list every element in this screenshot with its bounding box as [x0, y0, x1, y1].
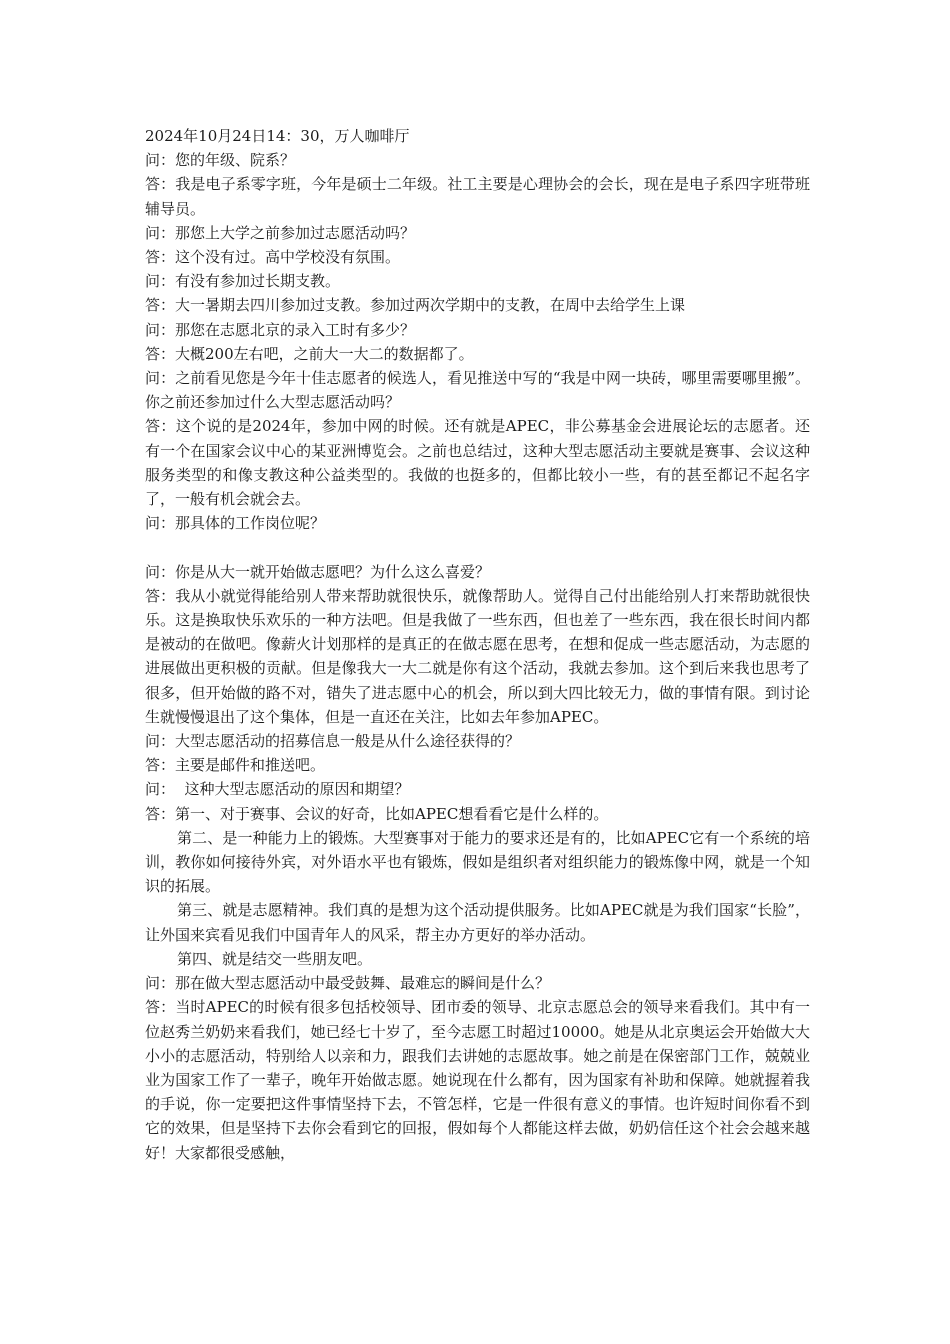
question-recruit-channel: 问：大型志愿活动的招募信息一般是从什么途径获得的？	[145, 732, 521, 751]
blank-line	[145, 535, 810, 559]
answer-before-college: 答：这个没有过。高中学校没有氛围。	[145, 248, 401, 267]
question-hours: 问：那您在志愿北京的录入工时有多少？	[145, 320, 416, 339]
answer-reason-3: 第三、就是志愿精神。我们真的是想为这个活动提供服务。比如APEC就是为我们国家“长脸”，让外国来宾看见我们中国青年人的风采，帮主办方更好的举办活动。	[145, 901, 810, 944]
answer-grade: 答：我是电子系零字班，今年是硕士二年级。社工主要是心理协会的会长，现在是电子系四字班带班辅导员。	[145, 175, 810, 218]
question-memorable-moment: 问：那在做大型志愿活动中最受鼓舞、最难忘的瞬间是什么？	[145, 974, 551, 993]
question-job-position: 问：那具体的工作岗位呢？	[145, 514, 326, 533]
answer-reason-1: 答：第一、对于赛事、会议的好奇，比如APEC想看看它是什么样的。	[145, 804, 609, 823]
answer-recruit-channel: 答：主要是邮件和推送吧。	[145, 756, 326, 775]
question-long-term-teaching: 问：有没有参加过长期支教。	[145, 272, 341, 291]
answer-large-events: 答：这个说的是2024年，参加中网的时候。还有就是APEC，非公募基金会进展论坛的志愿者。还有一个在国家会议中心的某亚洲博览会。之前也总结过，这种大型志愿活动主要就是赛事、会议这种服务类型的和像支教这种公益类型的。我做的也挺多的，但都比较小一些，有的甚至都记不起名字了，一般有机会就会去。	[145, 417, 810, 509]
question-large-events: 问：之前看见您是今年十佳志愿者的候选人，看见推送中写的“我是中网一块砖，哪里需要哪里搬”。你之前还参加过什么大型志愿活动吗？	[145, 369, 810, 412]
answer-long-term-teaching: 答：大一暑期去四川参加过支教。参加过两次学期中的支教，在周中去给学生上课	[145, 296, 686, 315]
question-reasons: 问： 这种大型志愿活动的原因和期望？	[145, 780, 410, 799]
answer-reason-4: 第四、就是结交一些朋友吧。	[177, 949, 373, 968]
document-header: 2024年10月24日14：30，万人咖啡厅	[145, 127, 410, 145]
question-why-volunteer: 问：你是从大一就开始做志愿吧？为什么这么喜爱？	[145, 562, 491, 581]
answer-memorable-moment: 答：当时APEC的时候有很多包括校领导、团市委的领导、北京志愿总会的领导来看我们。其中有一位赵秀兰奶奶来看我们，她已经七十岁了，至今志愿工时超过10000。她是从北京奥运会开始做大大小小的志愿活动，特别给人以亲和力，跟我们去讲她的志愿故事。她之前是在保密部门工作，兢兢业业为国家工作了一辈子，晚年开始做志愿。她说现在什么都有，因为国家有补助和保障。她就握着我的手说，你一定要把这件事情坚持下去，不管怎样，它是一件很有意义的事情。也许短时间你看不到它的效果，但是坚持下去你会看到它的回报，假如每个人都能这样去做，奶奶信任这个社会会越来越好！大家都很受感触，	[145, 998, 810, 1162]
document-page	[145, 124, 810, 1165]
answer-hours: 答：大概200左右吧，之前大一大二的数据都了。	[145, 344, 474, 363]
question-grade: 问：您的年级、院系？	[145, 151, 296, 170]
answer-reason-2: 第二、是一种能力上的锻炼。大型赛事对于能力的要求还是有的，比如APEC它有一个系统的培训，教你如何接待外宾，对外语水平也有锻炼，假如是组织者对组织能力的锻炼像中网，就是一个知识的拓展。	[145, 828, 810, 896]
question-before-college: 问：那您上大学之前参加过志愿活动吗？	[145, 223, 416, 242]
answer-why-volunteer: 答：我从小就觉得能给别人带来帮助就很快乐，就像帮助人。觉得自己付出能给别人打来帮助就很快乐。这是换取快乐欢乐的一种方法吧。但是我做了一些东西，但也差了一些东西，我在很长时间内都是被动的在做吧。像薪火计划那样的是真正的在做志愿在思考，在想和促成一些志愿活动，为志愿的进展做出更积极的贡献。但是像我大一大二就是你有这个活动，我就去参加。这个到后来我也思考了很多，但开始做的路不对，错失了进志愿中心的机会，所以到大四比较无力，做的事情有限。到讨论生就慢慢退出了这个集体，但是一直还在关注，比如去年参加APEC。	[145, 586, 810, 726]
